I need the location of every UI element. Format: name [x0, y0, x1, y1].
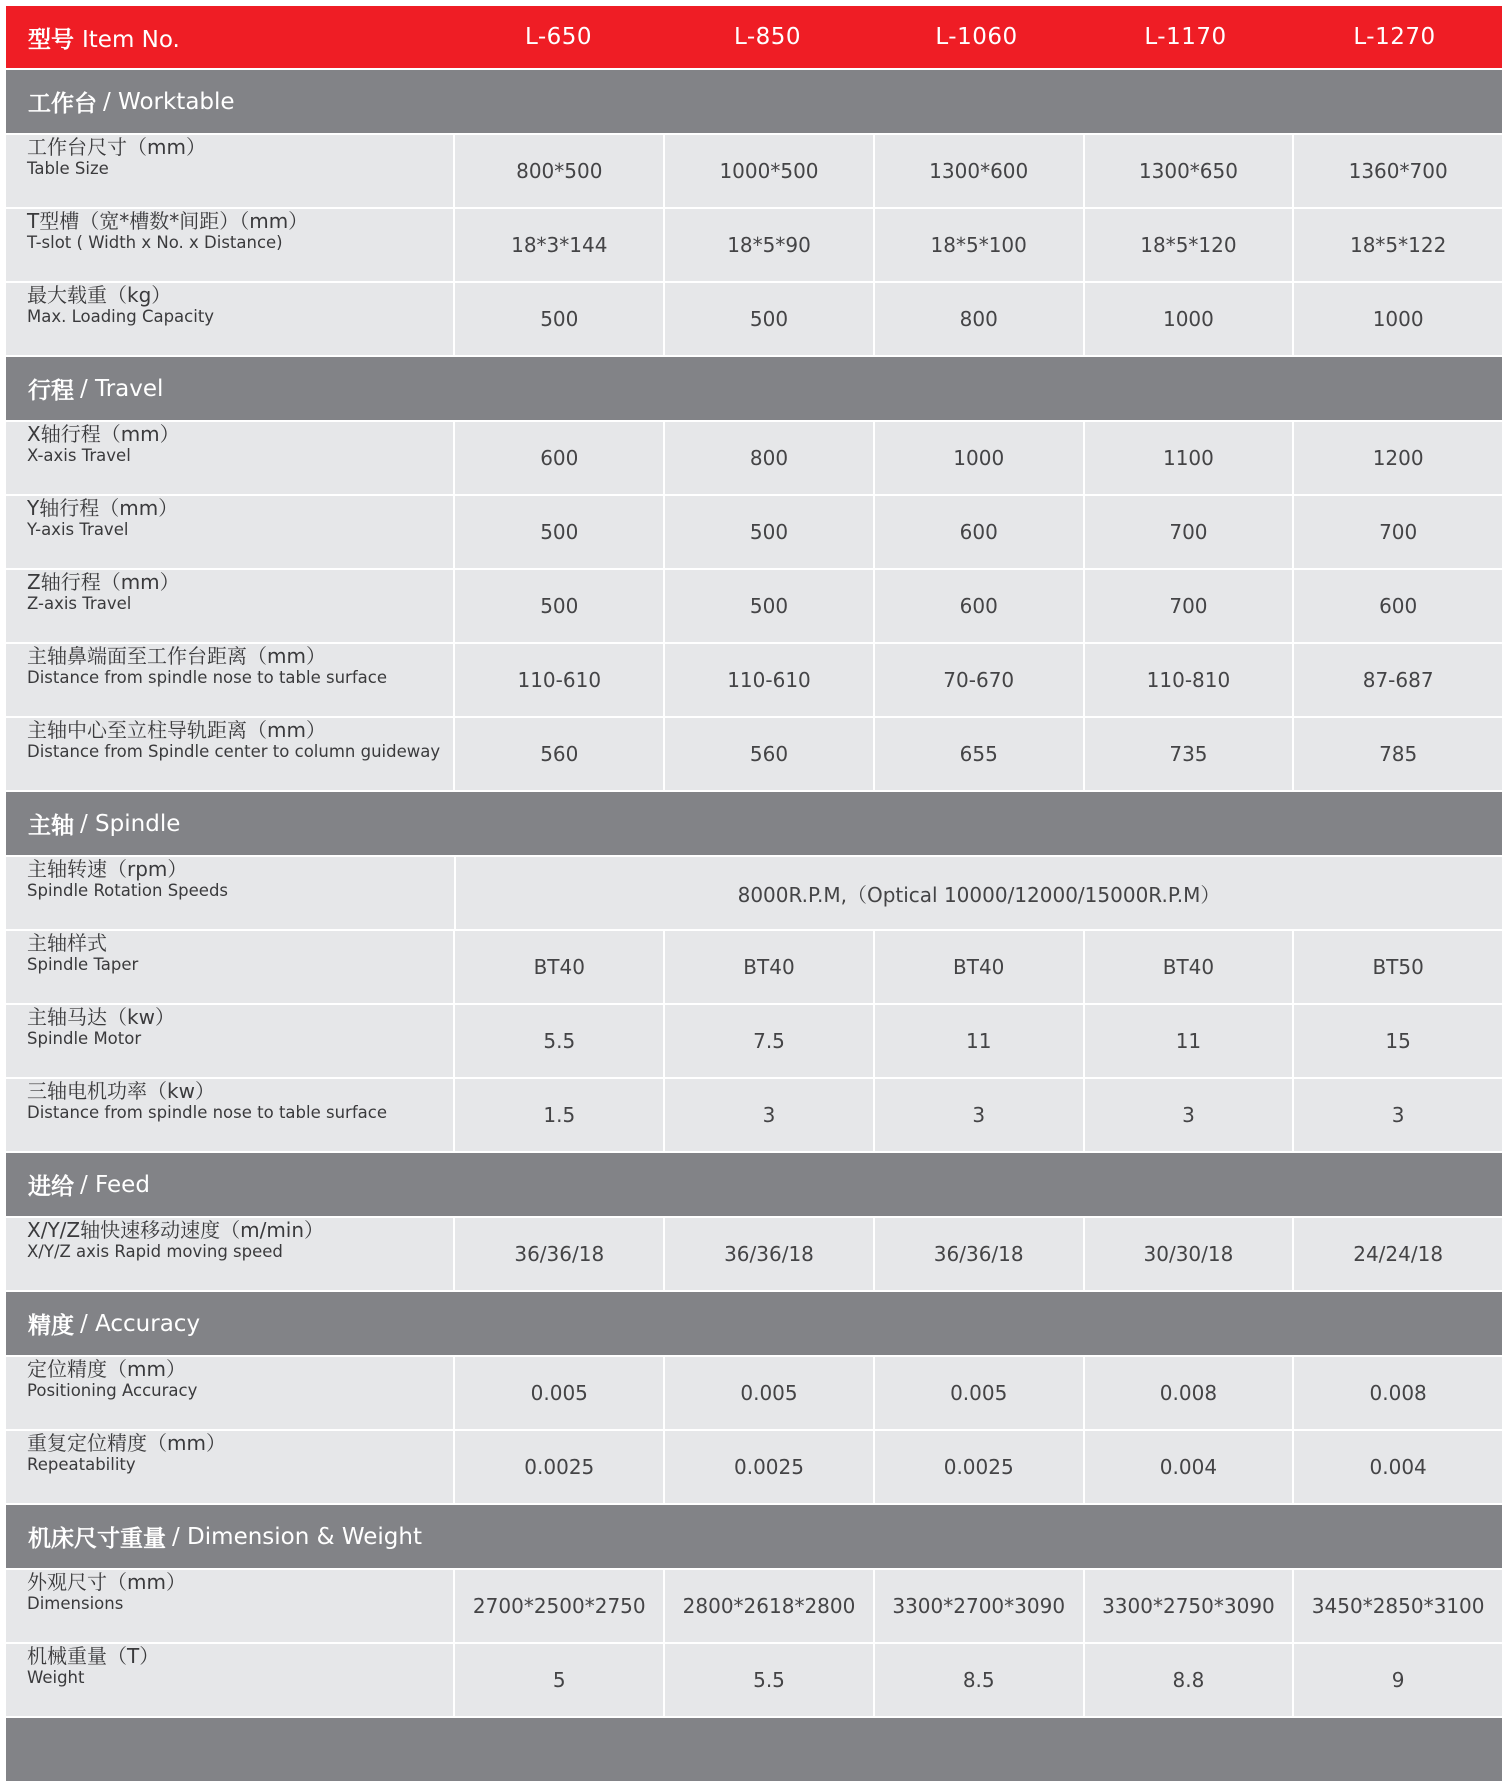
table-row: [6, 570, 1502, 642]
value-cell: 0.005: [455, 1357, 663, 1429]
table-row: [6, 1357, 1502, 1429]
row-label-en: Distance from spindle nose to table surface: [27, 668, 387, 687]
value-cell: 0.0025: [875, 1431, 1083, 1503]
value-cell: 18*5*120: [1085, 209, 1293, 281]
value-cell: 87-687: [1294, 644, 1502, 716]
value-cell: 3: [1294, 1079, 1502, 1151]
row-label-en: Distance from spindle nose to table surface: [27, 1103, 387, 1122]
table-row: [6, 1644, 1502, 1716]
value-cell: 36/36/18: [875, 1218, 1083, 1290]
section-title-zh: 主轴: [28, 813, 74, 839]
value-cell: 800*500: [455, 135, 663, 207]
value-cell: 110-810: [1085, 644, 1293, 716]
row-label-zh: T型槽（宽*槽数*间距）（mm）: [27, 209, 309, 233]
row-label-zh: Z轴行程（mm）: [27, 570, 180, 594]
value-cell: 800: [875, 283, 1083, 355]
table-row: [6, 1005, 1502, 1077]
model-l650: L-650: [524, 24, 593, 50]
spec-table: [6, 6, 1502, 1781]
value-cell-span: 8000R.P.M,（Optical 10000/12000/15000R.P.M）: [456, 857, 1502, 929]
value-cell: 5.5: [455, 1005, 663, 1077]
value-cell: 3300*2700*3090: [875, 1570, 1083, 1642]
row-label-zh: 主轴马达（kw）: [27, 1005, 175, 1029]
value-cell: 600: [1294, 570, 1502, 642]
value-cell: 110-610: [455, 644, 663, 716]
value-cell: 1000*500: [665, 135, 873, 207]
model-l850: L-850: [733, 24, 802, 50]
value-cell: 18*3*144: [455, 209, 663, 281]
value-cell: 7.5: [665, 1005, 873, 1077]
value-cell: 500: [455, 570, 663, 642]
table-row: [6, 135, 1502, 207]
table-row: [6, 1079, 1502, 1151]
value-cell: 18*5*122: [1294, 209, 1502, 281]
value-cell: 11: [875, 1005, 1083, 1077]
value-cell: 500: [455, 283, 663, 355]
value-cell: 2700*2500*2750: [455, 1570, 663, 1642]
value-cell: 5.5: [665, 1644, 873, 1716]
value-cell: 560: [455, 718, 663, 790]
row-label-en: Dimensions: [27, 1594, 124, 1613]
value-cell: 0.005: [665, 1357, 873, 1429]
table-row: [6, 209, 1502, 281]
value-cell: 30/30/18: [1085, 1218, 1293, 1290]
section-title-zh: 进给: [28, 1174, 74, 1200]
model-l1060: L-1060: [935, 24, 1018, 50]
value-cell: 735: [1085, 718, 1293, 790]
section-title-en: / Worktable: [103, 88, 235, 115]
table-row: [6, 931, 1502, 1003]
row-label-en: Spindle Motor: [27, 1029, 142, 1048]
row-label-en: X-axis Travel: [27, 446, 131, 465]
section-title-en: / Travel: [80, 375, 164, 402]
value-cell: 70-670: [875, 644, 1083, 716]
section-title-zh: 行程: [28, 378, 74, 404]
value-cell: BT50: [1294, 931, 1502, 1003]
value-cell: 3300*2750*3090: [1085, 1570, 1293, 1642]
header-label-en: Item No.: [82, 26, 180, 53]
value-cell: 700: [1085, 496, 1293, 568]
row-label: [6, 422, 453, 494]
row-label-en: Table Size: [27, 159, 109, 178]
value-cell: 600: [455, 422, 663, 494]
row-label: [6, 718, 453, 790]
row-label: [6, 644, 453, 716]
value-cell: 1000: [1085, 283, 1293, 355]
row-label-zh: Y轴行程（mm）: [27, 496, 179, 520]
table-row: [6, 857, 1502, 929]
value-cell: 2800*2618*2800: [665, 1570, 873, 1642]
model-l1170: L-1170: [1144, 24, 1227, 50]
value-cell: 700: [1085, 570, 1293, 642]
row-label-zh: 主轴转速（rpm）: [27, 857, 188, 881]
value-cell: 18*5*100: [875, 209, 1083, 281]
value-cell: 1200: [1294, 422, 1502, 494]
value-cell: 500: [455, 496, 663, 568]
value-cell: 0.004: [1294, 1431, 1502, 1503]
row-label: [6, 209, 453, 281]
row-label-en: Weight: [27, 1668, 85, 1687]
value-cell: 1360*700: [1294, 135, 1502, 207]
row-label-en: Max. Loading Capacity: [27, 307, 215, 326]
value-cell: 0.005: [875, 1357, 1083, 1429]
row-label-zh: 最大载重（kg）: [27, 283, 172, 307]
value-cell: 600: [875, 570, 1083, 642]
row-label: [6, 1005, 453, 1077]
value-cell: 500: [665, 496, 873, 568]
row-label-zh: 主轴样式: [27, 931, 107, 955]
row-label-en: T-slot ( Width x No. x Distance): [27, 233, 283, 252]
row-label-zh: 机械重量（T）: [27, 1644, 160, 1668]
header-label-zh: 型号: [28, 26, 74, 53]
value-cell: 0.008: [1085, 1357, 1293, 1429]
section-title-zh: 工作台: [28, 91, 97, 117]
section-header: [6, 792, 1502, 855]
row-label: [6, 1079, 453, 1151]
section-title-en: / Accuracy: [80, 1310, 201, 1337]
row-label-en: Positioning Accuracy: [27, 1381, 198, 1400]
table-row: [6, 644, 1502, 716]
row-label-zh: 主轴鼻端面至工作台距离（mm）: [27, 644, 326, 668]
table-row: [6, 422, 1502, 494]
section-title-en: / Dimension & Weight: [172, 1523, 423, 1550]
section-header: [6, 70, 1502, 133]
row-label: [6, 931, 453, 1003]
value-cell: 3: [665, 1079, 873, 1151]
value-cell: 0.004: [1085, 1431, 1293, 1503]
value-cell: 785: [1294, 718, 1502, 790]
section-title-en: / Spindle: [80, 810, 181, 837]
value-cell: 1000: [1294, 283, 1502, 355]
row-label-zh: X/Y/Z轴快速移动速度（m/min）: [27, 1218, 325, 1242]
value-cell: 24/24/18: [1294, 1218, 1502, 1290]
value-cell: 0.0025: [665, 1431, 873, 1503]
value-cell: BT40: [455, 931, 663, 1003]
row-label-zh: X轴行程（mm）: [27, 422, 180, 446]
table-footer-bar: [6, 1718, 1502, 1781]
value-cell: 700: [1294, 496, 1502, 568]
row-label-zh: 主轴中心至立柱导轨距离（mm）: [27, 718, 326, 742]
table-row: [6, 496, 1502, 568]
row-label: [6, 1218, 453, 1290]
value-cell: BT40: [1085, 931, 1293, 1003]
row-label-zh: 三轴电机功率（kw）: [27, 1079, 215, 1103]
value-cell: 11: [1085, 1005, 1293, 1077]
value-cell: 1000: [875, 422, 1083, 494]
section-header: [6, 1153, 1502, 1216]
table-row: [6, 718, 1502, 790]
row-label-zh: 重复定位精度（mm）: [27, 1431, 226, 1455]
value-cell: 1.5: [455, 1079, 663, 1151]
row-label: [6, 1644, 453, 1716]
section-header: [6, 357, 1502, 420]
value-cell: 9: [1294, 1644, 1502, 1716]
value-cell: 1100: [1085, 422, 1293, 494]
value-cell: 8.5: [875, 1644, 1083, 1716]
header-label: [6, 21, 454, 54]
section-header: [6, 1292, 1502, 1355]
value-cell: 560: [665, 718, 873, 790]
value-cell: 15: [1294, 1005, 1502, 1077]
row-label-en: Y-axis Travel: [27, 520, 129, 539]
section-header: [6, 1505, 1502, 1568]
row-label-en: Spindle Rotation Speeds: [27, 881, 229, 900]
row-label-en: Distance from Spindle center to column guideway: [27, 742, 441, 761]
value-cell: 500: [665, 283, 873, 355]
row-label-en: X/Y/Z axis Rapid moving speed: [27, 1242, 283, 1261]
table-row: [6, 1218, 1502, 1290]
value-cell: 36/36/18: [455, 1218, 663, 1290]
row-label-zh: 定位精度（mm）: [27, 1357, 186, 1381]
row-label-en: Z-axis Travel: [27, 594, 132, 613]
section-title-zh: 精度: [28, 1313, 74, 1339]
value-cell: 5: [455, 1644, 663, 1716]
row-label: [6, 857, 454, 929]
value-cell: 110-610: [665, 644, 873, 716]
table-row: [6, 283, 1502, 355]
row-label-en: Repeatability: [27, 1455, 136, 1474]
table-row: [6, 1431, 1502, 1503]
row-label-zh: 工作台尺寸（mm）: [27, 135, 206, 159]
table-row: [6, 1570, 1502, 1642]
row-label: [6, 496, 453, 568]
value-cell: 3450*2850*3100: [1294, 1570, 1502, 1642]
value-cell: 1300*650: [1085, 135, 1293, 207]
row-label: [6, 135, 453, 207]
value-cell: 800: [665, 422, 873, 494]
row-label: [6, 1431, 453, 1503]
row-label-en: Spindle Taper: [27, 955, 139, 974]
value-cell: 600: [875, 496, 1083, 568]
section-title-zh: 机床尺寸重量: [28, 1526, 166, 1552]
value-cell: 3: [875, 1079, 1083, 1151]
row-label: [6, 283, 453, 355]
value-cell: 655: [875, 718, 1083, 790]
table-header: [6, 6, 1502, 68]
value-cell: BT40: [665, 931, 873, 1003]
row-label-zh: 外观尺寸（mm）: [27, 1570, 186, 1594]
value-cell: 500: [665, 570, 873, 642]
value-cell: 0.0025: [455, 1431, 663, 1503]
table-body: [6, 70, 1502, 1716]
row-label: [6, 1570, 453, 1642]
value-cell: BT40: [875, 931, 1083, 1003]
row-label: [6, 570, 453, 642]
value-cell: 0.008: [1294, 1357, 1502, 1429]
section-title-en: / Feed: [80, 1171, 150, 1198]
value-cell: 1300*600: [875, 135, 1083, 207]
value-cell: 8.8: [1085, 1644, 1293, 1716]
row-label: [6, 1357, 453, 1429]
value-cell: 18*5*90: [665, 209, 873, 281]
value-cell: 3: [1085, 1079, 1293, 1151]
model-l1270: L-1270: [1353, 24, 1436, 50]
value-cell: 36/36/18: [665, 1218, 873, 1290]
